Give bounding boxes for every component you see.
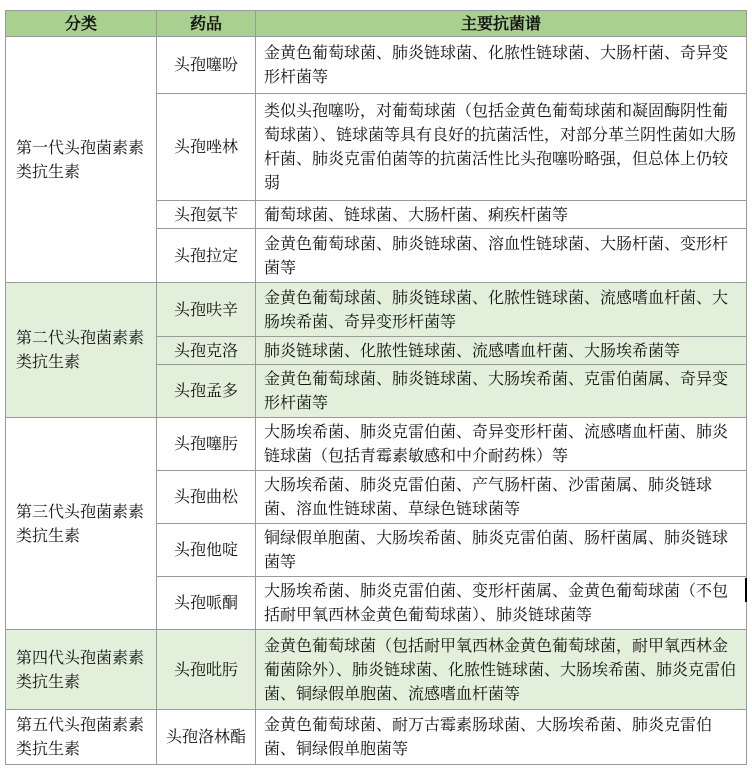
table-row bbox=[6, 37, 747, 94]
spectrum-cell: 金黄色葡萄球菌、耐万古霉素肠球菌、大肠埃希菌、肺炎克雷伯菌、铜绿假单胞菌等 bbox=[256, 710, 747, 765]
category-cell: 第一代头孢菌素素类抗生素 bbox=[6, 37, 157, 283]
spectrum-cell: 肺炎链球菌、化脓性链球菌、流感嗜血杆菌、大肠埃希菌等 bbox=[256, 337, 747, 365]
category-cell: 第二代头孢菌素素类抗生素 bbox=[6, 283, 157, 418]
spectrum-cell: 金黄色葡萄球菌、肺炎链球菌、化脓性链球菌、大肠杆菌、奇异变形杆菌等 bbox=[256, 37, 747, 94]
table-row bbox=[6, 418, 747, 471]
table-header-row bbox=[6, 11, 747, 37]
drug-cell: 头孢哌酮 bbox=[157, 577, 256, 630]
drug-cell: 头孢吡肟 bbox=[157, 630, 256, 710]
header-drug: 药品 bbox=[157, 11, 256, 37]
drug-cell: 头孢克洛 bbox=[157, 337, 256, 365]
antibiotic-spectrum-table bbox=[5, 10, 747, 765]
table-row bbox=[6, 630, 747, 710]
table-row bbox=[6, 283, 747, 337]
drug-cell: 头孢氨苄 bbox=[157, 201, 256, 229]
text-cursor bbox=[745, 578, 747, 602]
drug-cell: 头孢噻吩 bbox=[157, 37, 256, 94]
drug-cell: 头孢洛林酯 bbox=[157, 710, 256, 765]
spectrum-cell: 大肠埃希菌、肺炎克雷伯菌、奇异变形杆菌、流感嗜血杆菌、肺炎链球菌（包括青霉素敏感和中介耐药株）等 bbox=[256, 418, 747, 471]
category-cell: 第三代头孢菌素素类抗生素 bbox=[6, 418, 157, 630]
drug-cell: 头孢孟多 bbox=[157, 365, 256, 418]
spectrum-cell: 类似头孢噻吩，对葡萄球菌（包括金黄色葡萄球菌和凝固酶阴性葡萄球菌）、链球菌等具有良好的抗菌活性，对部分革兰阴性菌如大肠杆菌、肺炎克雷伯菌等的抗菌活性比头孢噻吩略强，但总体上仍较弱 bbox=[256, 94, 747, 201]
category-cell: 第四代头孢菌素素类抗生素 bbox=[6, 630, 157, 710]
spectrum-cell: 金黄色葡萄球菌（包括耐甲氧西林金黄色葡萄球菌，耐甲氧西林金葡菌除外）、肺炎链球菌、化脓性链球菌、大肠埃希菌、肺炎克雷伯菌、铜绿假单胞菌、流感嗜血杆菌等 bbox=[256, 630, 747, 710]
drug-cell: 头孢曲松 bbox=[157, 471, 256, 524]
spectrum-cell: 葡萄球菌、链球菌、大肠杆菌、痢疾杆菌等 bbox=[256, 201, 747, 229]
spectrum-cell: 大肠埃希菌、肺炎克雷伯菌、产气肠杆菌、沙雷菌属、肺炎链球菌、溶血性链球菌、草绿色链球菌等 bbox=[256, 471, 747, 524]
header-spectrum: 主要抗菌谱 bbox=[256, 11, 747, 37]
drug-cell: 头孢呋辛 bbox=[157, 283, 256, 337]
drug-cell: 头孢拉定 bbox=[157, 229, 256, 283]
spectrum-cell: 金黄色葡萄球菌、肺炎链球菌、大肠埃希菌、克雷伯菌属、奇异变形杆菌等 bbox=[256, 365, 747, 418]
spectrum-cell: 金黄色葡萄球菌、肺炎链球菌、化脓性链球菌、流感嗜血杆菌、大肠埃希菌、奇异变形杆菌等 bbox=[256, 283, 747, 337]
category-cell: 第五代头孢菌素素类抗生素 bbox=[6, 710, 157, 765]
drug-cell: 头孢他啶 bbox=[157, 524, 256, 577]
drug-cell: 头孢噻肟 bbox=[157, 418, 256, 471]
spectrum-cell: 金黄色葡萄球菌、肺炎链球菌、溶血性链球菌、大肠杆菌、变形杆菌等 bbox=[256, 229, 747, 283]
table-row bbox=[6, 710, 747, 765]
spectrum-cell: 大肠埃希菌、肺炎克雷伯菌、变形杆菌属、金黄色葡萄球菌（不包括耐甲氧西林金黄色葡萄球菌）、肺炎链球菌等 bbox=[256, 577, 747, 630]
drug-cell: 头孢唑林 bbox=[157, 94, 256, 201]
header-category: 分类 bbox=[6, 11, 157, 37]
spectrum-cell: 铜绿假单胞菌、大肠埃希菌、肺炎克雷伯菌、肠杆菌属、肺炎链球菌等 bbox=[256, 524, 747, 577]
